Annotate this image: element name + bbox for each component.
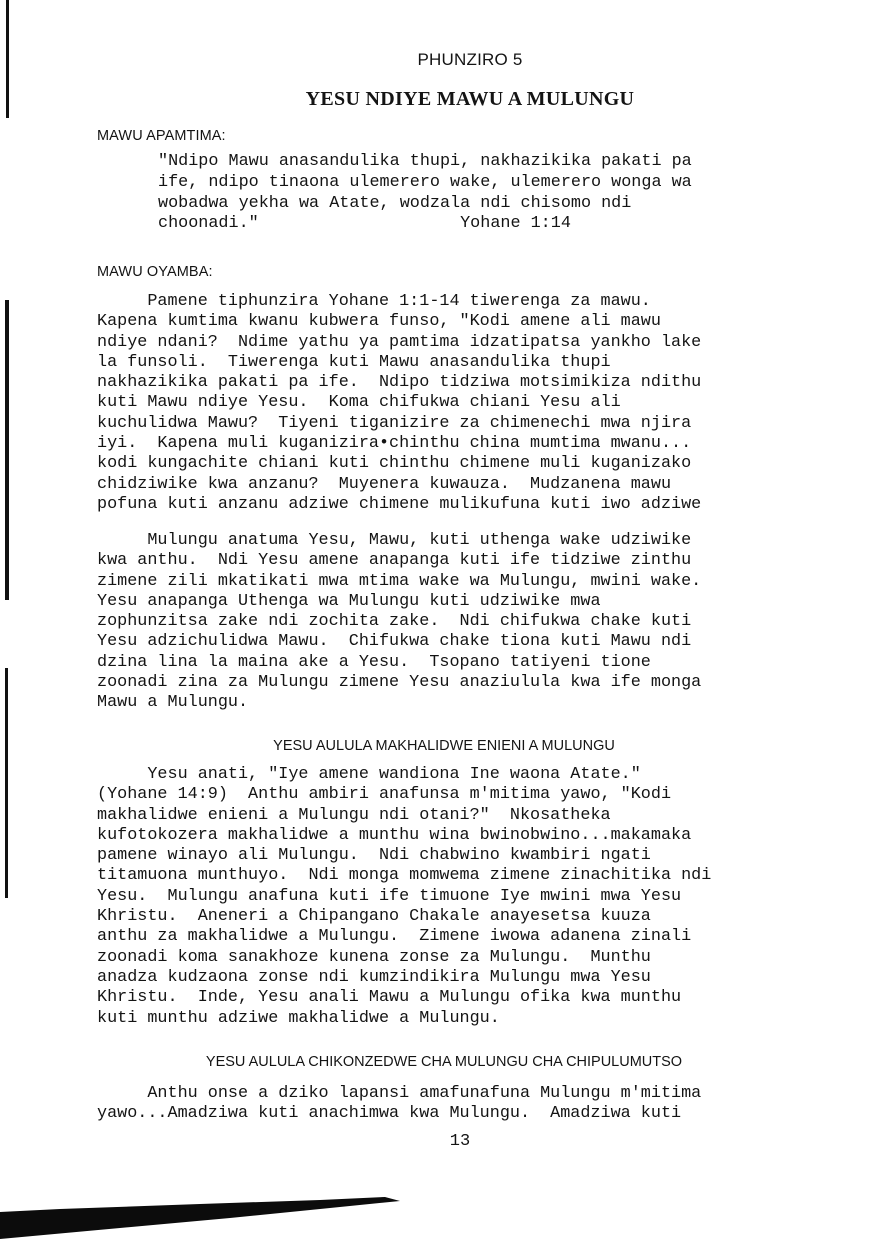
text-line: chidziwike kwa anzanu? Muyenera kuwauza. Mudzanena mawu	[97, 474, 672, 494]
text-line: pamene winayo ali Mulungu. Ndi chabwino kwambiri ngati	[97, 846, 651, 866]
text-line: zimene zili mkatikati mwa mtima wake wa Mulungu, mwini wake.	[97, 571, 702, 591]
text-line: la funsoli. Tiwerenga kuti Mawu anasandulika thupi	[97, 352, 611, 372]
text-line: Yesu anapanga Uthenga wa Mulungu kuti udziwike mwa	[97, 591, 601, 611]
text-line: zoonadi zina za Mulungu zimene Yesu anaziulula kwa ife monga	[97, 673, 702, 693]
text-line: (Yohane 14:9) Anthu ambiri anafunsa m'mitima yawo, "Kodi	[97, 785, 672, 805]
section-2-paragraph	[97, 1084, 701, 1125]
memory-verse	[158, 152, 692, 235]
text-line: Khristu. Inde, Yesu anali Mawu a Mulungu ofika kwa munthu	[97, 988, 682, 1008]
text-line: Yesu adzichulidwa Mawu. Chifukwa chake tiona kuti Mawu ndi	[97, 632, 692, 652]
text-line: kufotokozera makhalidwe a munthu wina bwinobwino...makamaka	[97, 825, 692, 845]
section-1-paragraph	[97, 765, 711, 1029]
text-line: "Ndipo Mawu anasandulika thupi, nakhazikika pakati pa	[158, 152, 692, 171]
memory-verse-label: MAWU APAMTIMA:	[97, 128, 226, 144]
text-line: kwa anthu. Ndi Yesu amene anapanga kuti ife tidziwe zinthu	[97, 551, 692, 571]
text-line: ife, ndipo tinaona ulemerero wake, ulemerero wonga wa	[158, 172, 692, 192]
text-line: kodi kungachite chiani kuti chinthu chimene muli kuganizako	[97, 454, 692, 474]
binding-edge-mark	[5, 300, 9, 600]
text-line: Mulungu anatuma Yesu, Mawu, kuti uthenga wake udziwike	[97, 531, 692, 550]
text-line: yawo...Amadziwa kuti anachimwa kwa Mulungu. Amadziwa kuti	[97, 1104, 682, 1124]
text-line: titamuona munthuyo. Ndi monga momwema zimene zinachitika ndi	[97, 866, 712, 886]
text-line: iyi. Kapena muli kuganizira•chinthu china mumtima mwanu...	[97, 434, 692, 454]
text-line: anthu za makhalidwe a Mulungu. Zimene iwowa adanena zinali	[97, 927, 692, 947]
text-line: Yesu. Mulungu anafuna kuti ife timuone Iye mwini mwa Yesu	[97, 886, 682, 906]
text-line: Kapena kumtima kwanu kubwera funso, "Kodi amene ali mawu	[97, 312, 661, 332]
intro-label: MAWU OYAMBA:	[97, 264, 213, 280]
text-line: wobadwa yekha wa Atate, wodzala ndi chisomo ndi	[158, 193, 632, 213]
text-line: choonadi." Yohane 1:14	[158, 214, 571, 234]
text-line: Pamene tiphunzira Yohane 1:1-14 tiwerenga za mawu.	[97, 292, 651, 311]
text-line: makhalidwe enieni a Mulungu ndi otani?" Nkosatheka	[97, 805, 611, 825]
text-line: ndiye ndani? Ndime yathu ya pamtima idzatipatsa yankho lake	[97, 332, 702, 352]
text-line: Khristu. Aneneri a Chipangano Chakale anayesetsa kuuza	[97, 907, 651, 927]
text-line: kuti munthu adziwe makhalidwe a Mulungu.	[97, 1008, 500, 1028]
page-title: YESU NDIYE MAWU A MULUNGU	[305, 88, 635, 110]
text-line: Yesu anati, "Iye amene wandiona Ine waona Atate."	[97, 765, 641, 784]
binding-edge-mark	[5, 668, 8, 898]
scan-edge-shadow	[0, 1192, 400, 1239]
text-line: Anthu onse a dziko lapansi amafunafuna Mulungu m'mitima	[97, 1084, 702, 1103]
text-line: zophunzitsa zake ndi zochita zake. Ndi chifukwa chake kuti	[97, 612, 692, 632]
lesson-number: PHUNZIRO 5	[417, 50, 523, 69]
section-heading-makhalidwe: YESU AULULA MAKHALIDWE ENIENI A MULUNGU	[273, 738, 615, 754]
text-line: dzina lina la maina ake a Yesu. Tsopano tatiyeni tione	[97, 652, 651, 672]
text-line: Mawu a Mulungu.	[97, 693, 249, 713]
intro-paragraph-2	[97, 531, 701, 714]
intro-paragraph-1	[97, 292, 701, 515]
text-line: anadza kudzaona zonse ndi kumzindikira Mulungu mwa Yesu	[97, 967, 651, 987]
section-heading-chipulumutso: YESU AULULA CHIKONZEDWE CHA MULUNGU CHA CHIPULUMUTSO	[205, 1054, 683, 1070]
text-line: nakhazikika pakati pa ife. Ndipo tidziwa motsimikiza ndithu	[97, 373, 702, 393]
text-line: pofuna kuti anzanu adziwe chimene mulikufuna kuti iwo adziwe	[97, 494, 702, 514]
text-line: kuti Mawu ndiye Yesu. Koma chifukwa chiani Yesu ali	[97, 393, 621, 413]
text-line: kuchulidwa Mawu? Tiyeni tiganizire za chimenechi mwa njira	[97, 413, 692, 433]
text-line: zoonadi koma sanakhoze kunena zonse za Mulungu. Munthu	[97, 947, 651, 967]
page-number: 13	[449, 1132, 471, 1151]
